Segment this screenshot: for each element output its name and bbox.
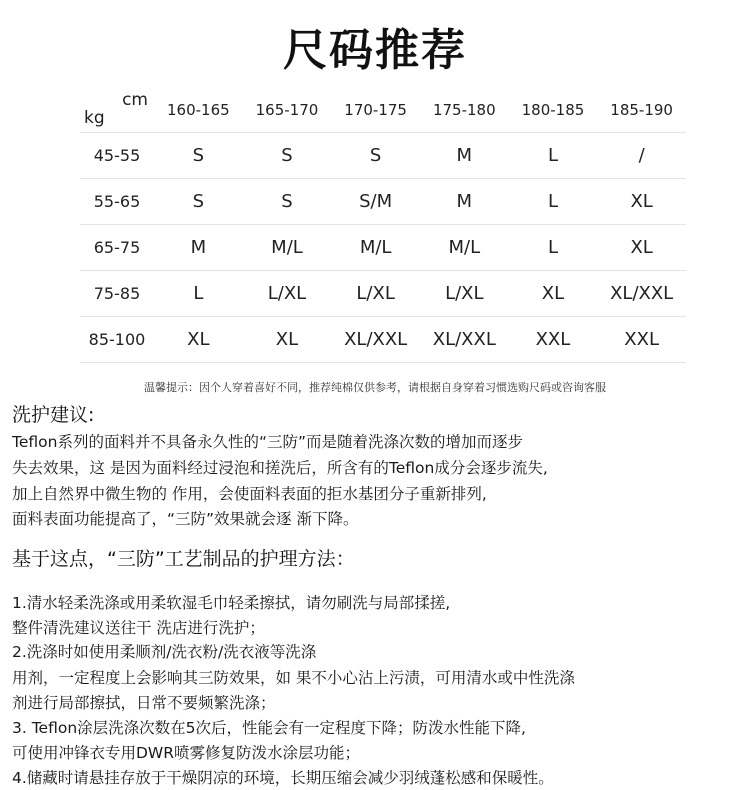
size-cell: XL/XXL — [331, 317, 420, 363]
wash-heading: 洗护建议: — [12, 404, 95, 426]
size-cell: M/L — [331, 225, 420, 271]
size-cell: S — [154, 133, 243, 179]
height-unit-label: cm — [122, 90, 148, 110]
weight-unit-label: kg — [84, 108, 105, 128]
size-tip-note: 温馨提示：因个人穿着喜好不同，推荐纯棉仅供参考，请根据自身穿着习惯选购尺码或咨询客服 — [144, 381, 606, 394]
size-cell: XL — [243, 317, 332, 363]
care-step-line: 2.洗涤时如使用柔顺剂/洗衣粉/洗衣液等洗涤 — [12, 643, 317, 661]
size-cell: S — [243, 179, 332, 225]
weight-row-label: 75-85 — [80, 271, 154, 317]
height-header: 165-170 — [243, 88, 332, 133]
wash-paragraph-line: Teflon系列的面料并不具备永久性的“三防”而是随着洗涤次数的增加而逐步 — [12, 433, 524, 451]
size-cell: L — [509, 133, 598, 179]
size-cell: / — [597, 133, 686, 179]
table-row — [80, 225, 686, 271]
weight-row-label: 65-75 — [80, 225, 154, 271]
size-cell: XL — [597, 179, 686, 225]
size-cell: M — [420, 133, 509, 179]
size-cell: XXL — [597, 317, 686, 363]
size-cell: M/L — [243, 225, 332, 271]
size-cell: M/L — [420, 225, 509, 271]
care-step-line: 整件清洗建议送往干 洗店进行洗护； — [12, 619, 265, 637]
care-step-line: 用剂，一定程度上会影响其三防效果，如 果不小心沾上污渍，可用清水或中性洗涤 — [12, 669, 575, 687]
size-cell: L — [509, 179, 598, 225]
table-header-row — [80, 88, 686, 133]
size-cell: L/XL — [243, 271, 332, 317]
table-corner-cell — [80, 88, 154, 133]
weight-row-label: 55-65 — [80, 179, 154, 225]
height-header: 180-185 — [509, 88, 598, 133]
size-cell: L — [509, 225, 598, 271]
height-header: 160-165 — [154, 88, 243, 133]
wash-paragraph-line: 失去效果，这 是因为面料经过浸泡和搓洗后，所含有的Teflon成分会逐步流失, — [12, 459, 548, 477]
size-chart-table — [80, 88, 686, 363]
size-cell: S — [331, 133, 420, 179]
wash-paragraph-line: 加上自然界中微生物的 作用，会使面料表面的拒水基团分子重新排列, — [12, 485, 487, 503]
height-header: 185-190 — [597, 88, 686, 133]
size-cell: XXL — [509, 317, 598, 363]
table-row — [80, 317, 686, 363]
weight-row-label: 85-100 — [80, 317, 154, 363]
size-cell: XL — [509, 271, 598, 317]
size-cell: L/XL — [331, 271, 420, 317]
size-cell: XL/XXL — [597, 271, 686, 317]
size-cell: XL — [154, 317, 243, 363]
size-cell: S — [243, 133, 332, 179]
table-row — [80, 179, 686, 225]
size-cell: XL/XXL — [420, 317, 509, 363]
size-cell: M — [420, 179, 509, 225]
care-step-line: 可使用冲锋衣专用DWR喷雾修复防泼水涂层功能； — [12, 744, 361, 762]
size-cell: L — [154, 271, 243, 317]
weight-row-label: 45-55 — [80, 133, 154, 179]
wash-paragraph-line: 面料表面功能提高了，“三防”效果就会逐 渐下降。 — [12, 510, 359, 528]
care-step-line: 4.储藏时请悬挂存放于干燥阴凉的环境，长期压缩会减少羽绒蓬松感和保暖性。 — [12, 769, 554, 787]
height-header: 175-180 — [420, 88, 509, 133]
care-heading: 基于这点，“三防”工艺制品的护理方法： — [12, 548, 355, 570]
size-cell: M — [154, 225, 243, 271]
size-cell: L/XL — [420, 271, 509, 317]
size-cell: XL — [597, 225, 686, 271]
height-header: 170-175 — [331, 88, 420, 133]
size-cell: S/M — [331, 179, 420, 225]
table-row — [80, 271, 686, 317]
care-step-line: 3. Teflon涂层洗涤次数在5次后，性能会有一定程度下降；防泼水性能下降, — [12, 719, 526, 737]
care-step-line: 剂进行局部擦拭，日常不要频繁洗涤； — [12, 694, 276, 712]
care-step-line: 1.清水轻柔洗涤或用柔软湿毛巾轻柔擦拭，请勿刷洗与局部揉搓, — [12, 594, 451, 612]
page-title: 尺码推荐 — [283, 25, 467, 76]
size-cell: S — [154, 179, 243, 225]
table-row — [80, 133, 686, 179]
